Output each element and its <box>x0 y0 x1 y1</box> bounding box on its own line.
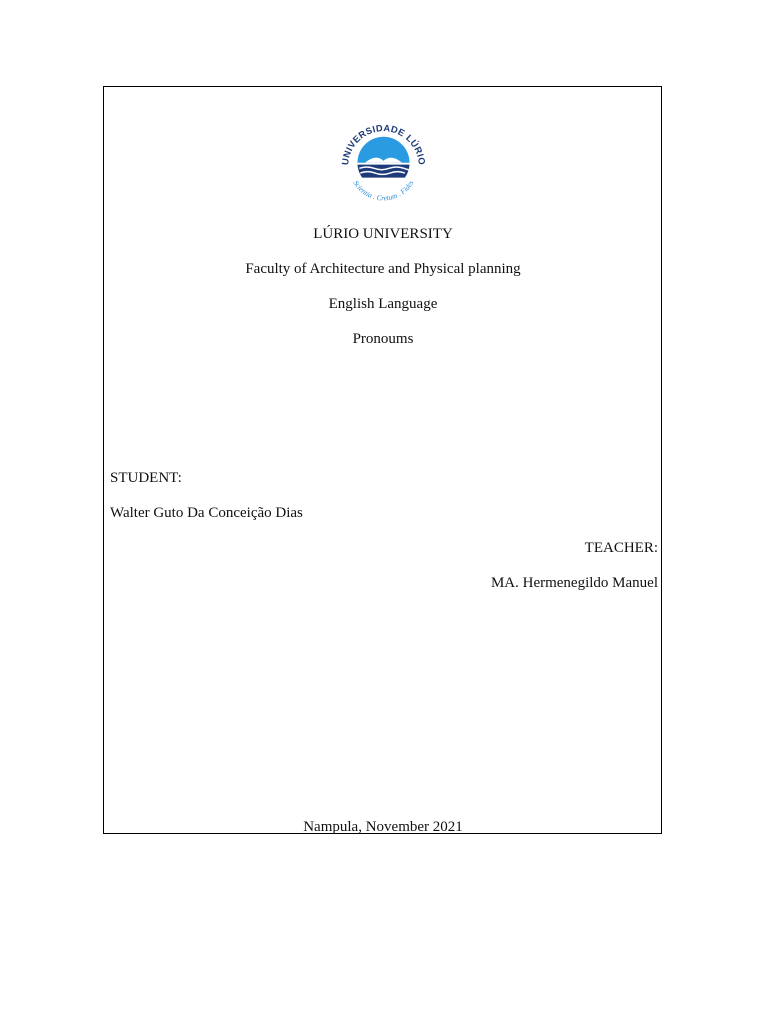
place-date: Nampula, November 2021 <box>303 819 463 835</box>
university-logo <box>337 120 430 213</box>
student-label: STUDENT: <box>110 470 182 486</box>
logo-arc-text: UNIVERSIDADE LÚRIO <box>340 123 427 166</box>
teacher-name: MA. Hermenegildo Manuel <box>490 575 658 591</box>
teacher-label: TEACHER: <box>584 540 658 556</box>
topic-title: Pronoums <box>352 331 414 347</box>
student-name: Walter Guto Da Conceição Dias <box>110 505 303 521</box>
university-name: LÚRIO UNIVERSITY <box>313 226 453 242</box>
svg-text:Scientia . Cretum . Fides <box>351 179 415 203</box>
faculty-name: Faculty of Architecture and Physical planning <box>245 261 521 277</box>
logo-motto: Scientia . Cretum . Fides <box>351 178 416 203</box>
course-name: English Language <box>328 296 438 312</box>
logo-sky-shape <box>357 137 409 163</box>
